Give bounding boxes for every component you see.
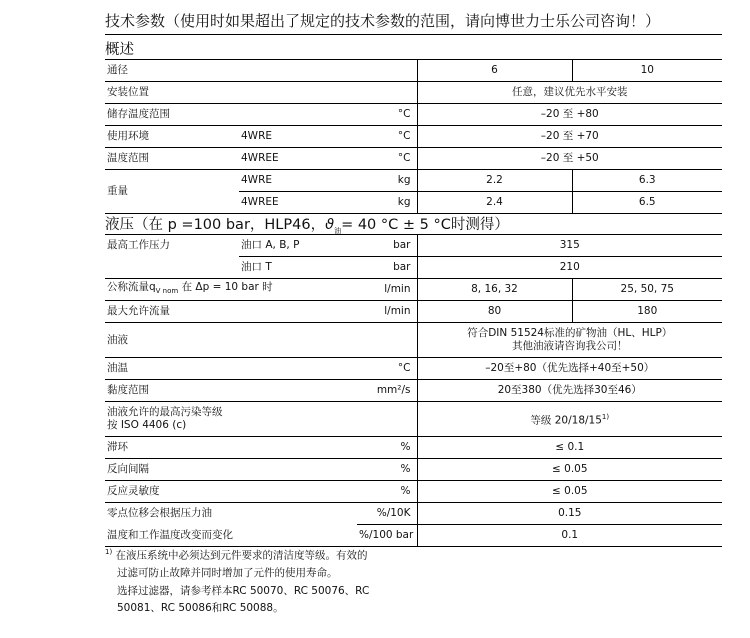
table-row: [105, 459, 722, 481]
row-unit: %/10K: [357, 503, 417, 525]
general-table: [105, 60, 722, 214]
row-label: 储存温度范围: [105, 104, 357, 126]
row-value: 0.1: [417, 525, 722, 547]
row-value: –20 至 +70: [417, 126, 722, 148]
row-model: 4WREE: [239, 192, 357, 214]
value-size-10: 25, 50, 75: [572, 279, 722, 301]
row-value: 315: [417, 235, 722, 257]
value-size-10: 180: [572, 301, 722, 323]
row-value: –20 至 +50: [417, 148, 722, 170]
table-row: [105, 279, 722, 301]
row-label: 最高工作压力: [107, 239, 170, 252]
footnote-line-2: 过滤可防止故障并同时增加了元件的使用寿命。: [117, 567, 338, 579]
row-unit: mm²/s: [357, 380, 417, 402]
label-part: 公称流量q: [107, 280, 156, 293]
row-label: 零点位移会根据压力油: [107, 507, 212, 520]
row-port: 油口 A, B, P: [239, 235, 357, 257]
empty-cell: [105, 257, 239, 279]
table-row: [105, 323, 722, 358]
row-label: [105, 279, 357, 301]
row-unit: %: [357, 459, 417, 481]
value-size-6: 2.4: [417, 192, 572, 214]
row-model: 4WREE: [239, 148, 357, 170]
row-unit: kg: [357, 192, 417, 214]
row-value: 0.15: [417, 503, 722, 525]
row-label: 反应灵敏度: [105, 481, 357, 503]
row-value: ≤ 0.05: [417, 481, 722, 503]
label-part: 在 Δp = 10 bar 时: [178, 280, 273, 293]
section-general-heading: 概述: [105, 41, 722, 60]
section-hydraulic-heading: [105, 216, 722, 235]
table-row: [105, 380, 722, 402]
table-row: [105, 60, 722, 82]
footnote-line-3: 选择过滤器，请参考样本RC 50070、RC 50076、RC: [117, 584, 370, 597]
row-value: –20 至 +80: [417, 104, 722, 126]
row-label: 温度和工作温度改变而变化: [105, 525, 357, 547]
row-model: 4WRE: [239, 126, 357, 148]
row-label: 温度范围: [105, 148, 239, 170]
footnote: [105, 544, 505, 618]
row-label: 使用环境: [105, 126, 239, 148]
footnote-marker: 1): [105, 548, 113, 556]
table-row: [105, 148, 722, 170]
row-unit: °C: [357, 104, 417, 126]
row-label: [105, 402, 417, 437]
table-row: [105, 104, 722, 126]
row-unit: %/100 bar: [357, 525, 417, 547]
value-size-6: 8, 16, 32: [417, 279, 572, 301]
table-row: [105, 170, 722, 192]
row-label: 安装位置: [105, 82, 417, 104]
row-label: 通径: [105, 60, 417, 82]
row-label: 黏度范围: [105, 380, 357, 402]
value-size-6: 6: [417, 60, 572, 82]
row-value: 20至380（优先选择30至46）: [417, 380, 722, 402]
row-value: –20至+80（优先选择+40至+50）: [417, 358, 722, 380]
row-unit: °C: [357, 148, 417, 170]
row-model: 4WRE: [239, 170, 357, 192]
table-row: [105, 301, 722, 323]
value-size-10: 10: [572, 60, 722, 82]
row-label: 油温: [105, 358, 357, 380]
row-unit: %: [357, 481, 417, 503]
footnote-marker: 1): [601, 412, 610, 421]
footnote-text: 在液压系统中必须达到元件要求的清洁度等级。有效的: [115, 549, 368, 562]
theta-symbol: ϑ: [325, 217, 335, 233]
table-row: [105, 503, 722, 525]
heading-text-start: 液压（在 p =100 bar，HLP46，: [105, 217, 326, 233]
table-row: [105, 437, 722, 459]
table-row: [105, 126, 722, 148]
value-size-10: 6.5: [572, 192, 722, 214]
value-size-6: 2.2: [417, 170, 572, 192]
footnote-line-1: [105, 544, 505, 565]
row-label: 重量: [105, 170, 239, 214]
row-unit: bar: [357, 235, 417, 257]
row-value: 210: [417, 257, 722, 279]
value-size-6: 80: [417, 301, 572, 323]
table-row: [105, 235, 722, 257]
footnote-line-4: 50081、RC 50086和RC 50088。: [117, 602, 284, 614]
heading-text-end: = 40 °C ± 5 °C时测得）: [341, 217, 509, 233]
row-label: 反向间隔: [105, 459, 357, 481]
table-row: [105, 358, 722, 380]
row-label: 最大允许流量: [105, 301, 357, 323]
theta-subscript: 油: [334, 226, 342, 235]
row-value: ≤ 0.05: [417, 459, 722, 481]
row-unit: °C: [357, 126, 417, 148]
table-row: [105, 402, 722, 437]
row-unit: l/min: [357, 279, 417, 301]
label-subscript: V nom: [155, 287, 179, 296]
table-row: [105, 82, 722, 104]
row-unit: %: [357, 437, 417, 459]
row-unit: bar: [357, 257, 417, 279]
label-line-1: 油液允许的最高污染等级: [107, 406, 223, 418]
value-size-10: 6.3: [572, 170, 722, 192]
spec-sheet: [105, 10, 722, 547]
row-label: 油液: [105, 323, 417, 358]
hydraulic-table: [105, 235, 722, 547]
fluid-line-2: 其他油液请咨询我公司！: [512, 340, 628, 352]
row-value: [417, 323, 722, 358]
fluid-line-1: 符合DIN 51524标准的矿物油（HL、HLP）: [467, 327, 673, 339]
page-title: 技术参数（使用时如果超出了规定的技术参数的范围，请向博世力士乐公司咨询！）: [105, 10, 722, 35]
row-unit: kg: [357, 170, 417, 192]
table-row: [105, 257, 722, 279]
contamination-class: 等级 20/18/15: [530, 414, 602, 427]
row-unit: l/min: [357, 301, 417, 323]
label-line-2: 按 ISO 4406 (c): [107, 419, 187, 431]
row-label: 滞环: [105, 437, 357, 459]
row-value: ≤ 0.1: [417, 437, 722, 459]
row-port: 油口 T: [239, 257, 357, 279]
table-row: [105, 481, 722, 503]
row-unit: °C: [357, 358, 417, 380]
row-value: 任意，建议优先水平安装: [417, 82, 722, 104]
row-value: [417, 402, 722, 437]
